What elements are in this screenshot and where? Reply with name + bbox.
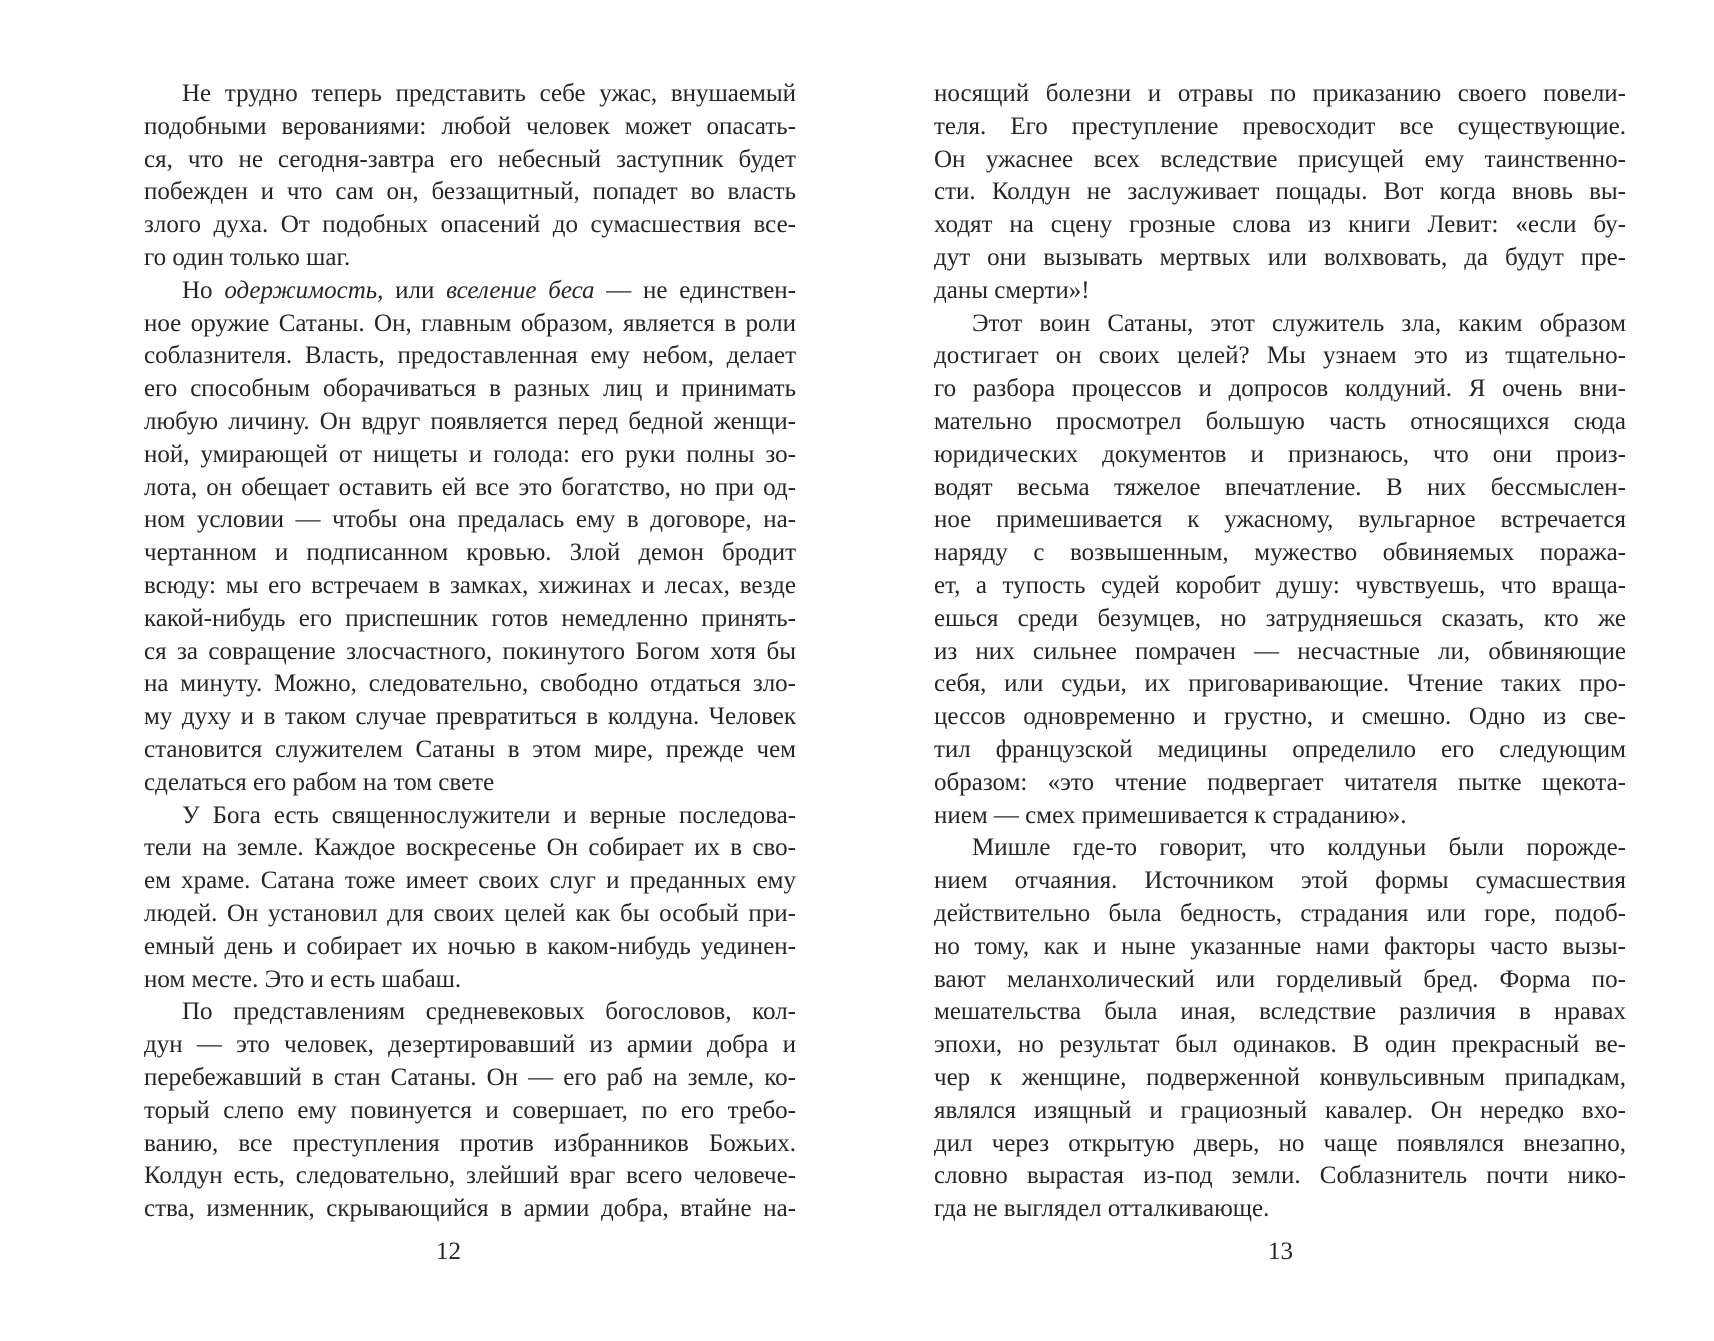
italic-term: одержимость, [224,276,384,304]
italic-term: вселение беса [446,276,595,304]
text-line: ся, что не сегодня-завтра его небесный заступник будет [144,145,796,173]
text-line: эпохи, но результат был одинаков. В один прекрасный ве- [934,1031,1626,1059]
text-line: ства, изменник, скрывающийся в армии добра, втайне на- [144,1195,796,1223]
paragraph [144,800,796,997]
text-line: Мишле где-то говорит, что колдуньи были порожде- [972,834,1626,862]
text-line: чер к женщине, подверженной конвульсивным припадкам, [934,1063,1626,1091]
text-line: становится служителем Сатаны в этом мире, прежде чем [144,735,796,763]
page-number-left: 12 [436,1238,461,1265]
text-line: соблазнителя. Власть, предоставленная ему небом, делает [144,342,796,370]
text-line: но тому, как и ныне указанные нами факторы часто вызы- [934,932,1626,960]
text-line: ванию, все преступления против избранников Божьих. [144,1129,796,1157]
paragraph [144,78,796,275]
text-line: Не трудно теперь представить себе ужас, внушаемый [182,80,796,107]
text-line: нием отчаяния. Источником этой формы сумасшествия [934,867,1626,895]
text-line: сти. Колдун не заслуживает пощады. Вот когда вновь вы- [934,178,1626,206]
text-line: на минуту. Можно, следовательно, свободно отдаться зло- [144,670,796,698]
text-line: действительно была бедность, страдания или горе, подоб- [934,899,1626,927]
text-line: образом: «это чтение подвергает читателя пытке щекота- [934,768,1626,796]
text-line: го один только шаг. [144,243,351,271]
text-line: людей. Он установил для своих целей как бы особый при- [144,899,796,927]
paragraph [934,308,1626,833]
text-line: носящий болезни и отравы по приказанию своего повели- [934,80,1626,107]
text-line: перебежавший в стан Сатаны. Он — его раб на земле, ко- [144,1063,796,1091]
text-line: Он ужаснее всех вследствие присущей ему таинственно- [934,145,1626,173]
text-segment: — не единствен- [594,276,797,304]
text-segment: Но [182,276,225,304]
text-line: дун — это человек, дезертировавший из армии добра и [144,1031,796,1059]
text-line: какой-нибудь его приспешник готов немедленно принять- [144,604,796,632]
text-line: злого духа. От подобных опасений до сумасшествия все- [144,211,796,239]
text-line: емный день и собирает их ночью в каком-нибудь уединен- [144,932,796,960]
text-line: любую личину. Он вдруг появляется перед бедной женщи- [144,407,796,435]
text-line: ное оружие Сатаны. Он, главным образом, является в роли [144,309,796,337]
text-line: Колдун есть, следовательно, злейший враг всего человече- [144,1162,796,1190]
text-line: ешься среди безумцев, но затрудняешься сказать, кто же [934,604,1626,632]
text-line: ном условии — чтобы она предалась ему в договоре, на- [144,506,796,534]
text-line: словно вырастая из-под земли. Соблазнитель почти нико- [934,1162,1626,1190]
text-line: вают меланхолический или горделивый бред. Форма по- [934,965,1626,993]
text-line: тил французской медицины определило его следующим [934,735,1626,763]
paragraph [144,996,796,1226]
text-line: Этот воин Сатаны, этот служитель зла, каким образом [972,309,1626,337]
text-line: По представлениям средневековых богословов, кол- [182,998,796,1026]
text-line: всюду: мы его встречаем в замках, хижинах и лесах, везде [144,571,796,599]
text-line: ся за совращение злосчастного, покинутого Богом хотя бы [144,637,796,665]
text-line: мешательства была иная, вследствие различия в нравах [934,998,1626,1026]
text-line: цессов одновременно и грустно, и смешно. Одно из све- [934,703,1626,731]
text-line: теля. Его преступление превосходит все существующие. [934,112,1626,140]
text-line: из них сильнее помрачен — несчастные ли, обвиняющие [934,637,1626,665]
text-line: гда не выглядел отталкивающе. [934,1195,1270,1223]
text-line: подобными верованиями: любой человек может опасать- [144,112,796,140]
page-number-right: 13 [1268,1238,1293,1265]
text-line: ном месте. Это и есть шабаш. [144,965,462,993]
text-line: достигает он своих целей? Мы узнаем это из тщательно- [934,342,1626,370]
text-line: ет, а тупость судей коробит душу: чувствуешь, что враща- [934,571,1626,599]
text-line: нием — смех примешивается к страданию». [934,801,1407,829]
paragraph [934,78,1626,308]
text-line: ходят на сцену грозные слова из книги Левит: «если бу- [934,211,1626,239]
text-line: даны смерти»! [934,276,1090,304]
text-line: себя, или судьи, их приговаривающие. Чтение таких про- [934,670,1626,698]
text-line: его способным оборачиваться в разных лиц и принимать [144,375,796,403]
text-line: чертанном и подписанном кровью. Злой демон бродит [144,539,796,567]
text-line: наряду с возвышенным, мужество обвиняемых поража- [934,539,1626,567]
text-line: водят весьма тяжелое впечатление. В них бессмыслен- [934,473,1626,501]
text-line: юридических документов и признаюсь, что они произ- [934,440,1626,468]
text-line: дут они вызывать мертвых или волхвовать, да будут пре- [934,243,1626,271]
text-line: мательно просмотрел большую часть относящихся сюда [934,407,1626,435]
paragraph [144,275,796,800]
text-line: являлся изящный и грациозный кавалер. Он нередко вхо- [934,1096,1626,1124]
text-line: го разбора процессов и допросов колдуний. Я очень вни- [934,375,1626,403]
text-line: торый слепо ему повинуется и совершает, по его требо- [144,1096,796,1124]
paragraph [934,832,1626,1226]
text-line: дил через открытую дверь, но чаще появлялся внезапно, [934,1129,1626,1157]
text-line: ной, умирающей от нищеты и голода: его руки полны зо- [144,440,796,468]
text-line: сделаться его рабом на том свете [144,768,495,796]
left-page-text [144,78,796,1226]
text-line: тели на земле. Каждое воскресенье Он собирает их в сво- [144,834,796,862]
text-line: ем храме. Сатана тоже имеет своих слуг и преданных ему [144,867,796,895]
right-page-text [934,78,1626,1226]
text-line: побежден и что сам он, беззащитный, попадет во власть [144,178,796,206]
text-line [144,275,796,308]
text-line: лота, он обещает оставить ей все это богатство, но при од- [144,473,796,501]
text-line: ное примешивается к ужасному, вульгарное встречается [934,506,1626,534]
text-line: му духу и в таком случае превратиться в колдуна. Человек [144,703,796,731]
text-segment: или [383,276,447,304]
text-line: У Бога есть священнослужители и верные последова- [182,801,796,829]
